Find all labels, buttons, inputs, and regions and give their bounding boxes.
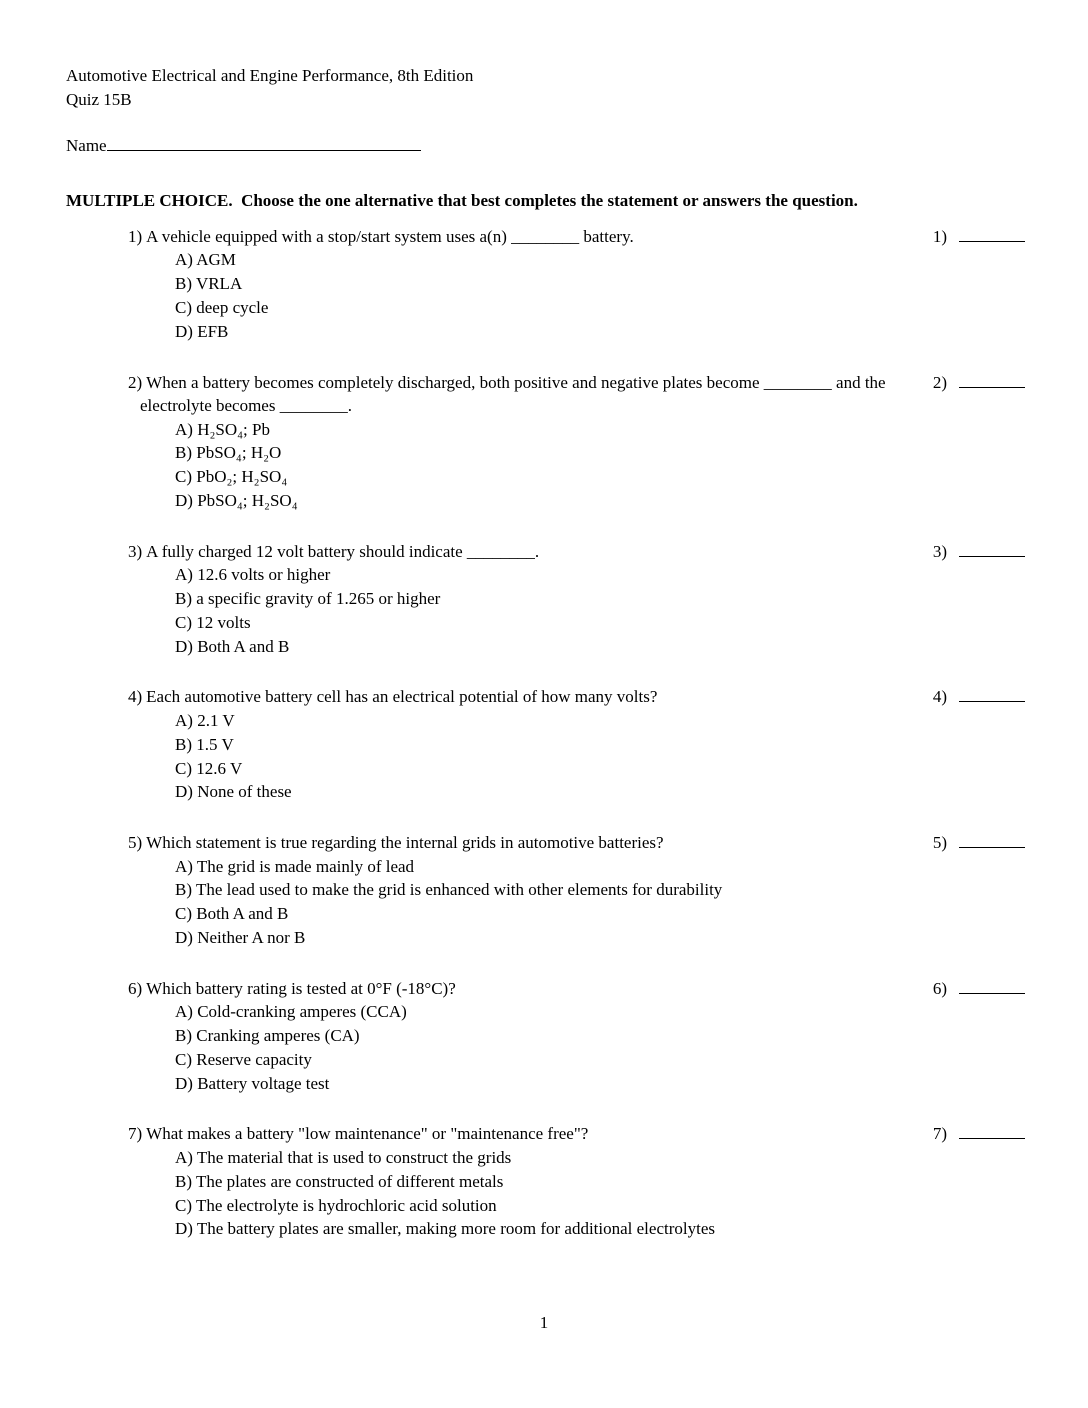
answer-number: 1): [932, 226, 947, 246]
question-number: 6): [128, 978, 143, 998]
question-number: 7): [128, 1124, 143, 1144]
answer-option: C) 12.6 V: [175, 758, 243, 778]
question-number: 2): [128, 372, 143, 392]
answer-line[interactable]: [959, 371, 1025, 388]
answer-option: B) PbSO₄; H₂O: [175, 443, 282, 463]
answer-option: B) The plates are constructed of different metals: [175, 1171, 504, 1191]
name-row: [66, 133, 1025, 157]
question-row: [128, 540, 890, 564]
question-block: [128, 977, 1025, 1096]
answer-option: A) Cold-cranking amperes (CCA): [175, 1002, 407, 1022]
question-text: A fully charged 12 volt battery should indicate ________.: [146, 541, 540, 561]
question-text: When a battery becomes completely discharged, both positive and negative plates become ________ and the electrolyte becomes ________.: [140, 372, 886, 416]
answer-line[interactable]: [959, 225, 1025, 242]
answer-blank[interactable]: [933, 371, 1025, 395]
question-block: [128, 1122, 1025, 1241]
answer-line[interactable]: [959, 1122, 1025, 1139]
answer-blank[interactable]: [933, 540, 1025, 564]
page-number: 1: [539, 1312, 549, 1332]
answer-number: 4): [932, 687, 947, 707]
question-text: Which battery rating is tested at 0°F (-18°C)?: [146, 978, 456, 998]
question-text: A vehicle equipped with a stop/start system uses a(n) ________ battery.: [146, 226, 634, 246]
document-title: Automotive Electrical and Engine Performance, 8th Edition: [66, 66, 474, 85]
answer-line[interactable]: [959, 977, 1025, 994]
name-blank[interactable]: [107, 133, 421, 151]
question-text: Each automotive battery cell has an electrical potential of how many volts?: [146, 687, 658, 707]
question-block: [128, 831, 1025, 950]
answer-blank[interactable]: [933, 1122, 1025, 1146]
answer-option: C) PbO₂; H₂SO₄: [175, 467, 288, 487]
question-block: [128, 685, 1025, 804]
answer-line[interactable]: [959, 540, 1025, 557]
options-list: [175, 563, 1025, 658]
instructions-text: MULTIPLE CHOICE. Choose the one alternative that best completes the statement or answers the question.: [66, 191, 858, 211]
answer-option: A) 12.6 volts or higher: [175, 565, 331, 585]
name-label: Name: [66, 135, 107, 155]
answer-line[interactable]: [959, 831, 1025, 848]
answer-blank[interactable]: [933, 685, 1025, 709]
answer-blank[interactable]: [933, 977, 1025, 1001]
quiz-number: Quiz 15B: [66, 89, 132, 109]
answer-option: C) Reserve capacity: [175, 1049, 312, 1069]
document-header: [66, 64, 1025, 111]
answer-option: A) H₂SO₄; Pb: [175, 419, 270, 439]
question-number: 4): [128, 687, 143, 707]
question-row: [128, 977, 890, 1001]
answer-option: C) 12 volts: [175, 612, 251, 632]
question-row: [128, 831, 890, 855]
question-number: 3): [128, 541, 143, 561]
options-list: [175, 1000, 1025, 1095]
question-row: [128, 1122, 890, 1146]
answer-line[interactable]: [959, 685, 1025, 702]
answer-option: B) The lead used to make the grid is enhanced with other elements for durability: [175, 880, 723, 900]
answer-option: D) Both A and B: [175, 636, 290, 656]
options-list: [175, 418, 1025, 513]
answer-option: D) PbSO₄; H₂SO₄: [175, 490, 298, 510]
options-list: [175, 709, 1025, 804]
question-block: [128, 371, 1025, 513]
answer-option: A) The material that is used to construct the grids: [175, 1147, 512, 1167]
answer-blank[interactable]: [933, 225, 1025, 249]
question-block: [128, 540, 1025, 659]
questions-list: [66, 225, 1025, 1241]
question-block: [128, 225, 1025, 344]
answer-option: B) 1.5 V: [175, 734, 234, 754]
answer-blank[interactable]: [933, 831, 1025, 855]
answer-number: 7): [932, 1124, 947, 1144]
answer-option: D) None of these: [175, 782, 292, 802]
answer-option: B) Cranking amperes (CA): [175, 1026, 360, 1046]
question-number: 1): [128, 226, 143, 246]
answer-option: B) a specific gravity of 1.265 or higher: [175, 589, 441, 609]
answer-number: 6): [932, 978, 947, 998]
question-row: [128, 371, 890, 418]
answer-option: D) Battery voltage test: [175, 1073, 330, 1093]
options-list: [175, 248, 1025, 343]
question-number: 5): [128, 833, 143, 853]
answer-option: A) 2.1 V: [175, 710, 235, 730]
options-list: [175, 1146, 1025, 1241]
answer-option: C) deep cycle: [175, 297, 269, 317]
answer-number: 2): [932, 372, 947, 392]
question-text: What makes a battery "low maintenance" or "maintenance free"?: [146, 1124, 589, 1144]
answer-option: D) EFB: [175, 321, 229, 341]
answer-option: D) Neither A nor B: [175, 927, 306, 947]
answer-option: B) VRLA: [175, 274, 243, 294]
answer-option: A) The grid is made mainly of lead: [175, 856, 415, 876]
question-row: [128, 685, 890, 709]
question-row: [128, 225, 890, 249]
answer-option: D) The battery plates are smaller, making more room for additional electrolytes: [175, 1219, 715, 1239]
question-text: Which statement is true regarding the internal grids in automotive batteries?: [146, 833, 664, 853]
answer-option: C) Both A and B: [175, 904, 289, 924]
answer-number: 3): [932, 541, 947, 561]
answer-option: A) AGM: [175, 250, 236, 270]
options-list: [175, 855, 1025, 950]
answer-number: 5): [932, 833, 947, 853]
answer-option: C) The electrolyte is hydrochloric acid solution: [175, 1195, 497, 1215]
